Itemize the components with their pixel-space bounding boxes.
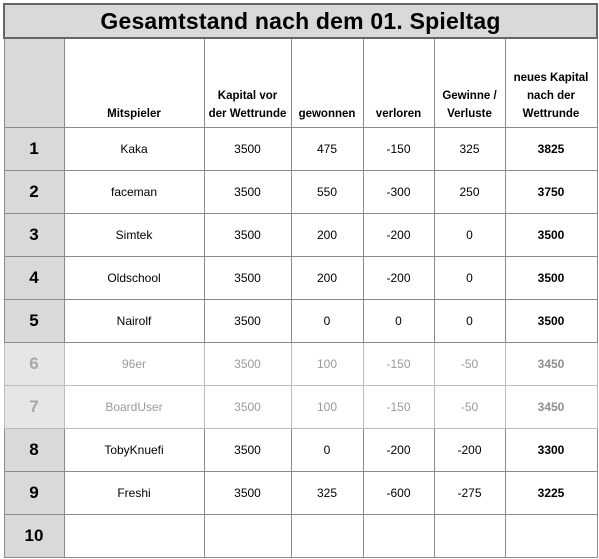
capital-after-cell: 3300 [505, 429, 597, 472]
capital-after-cell: 3225 [505, 472, 597, 515]
rank-cell: 1 [4, 128, 64, 171]
player-header: Mitspieler [64, 38, 204, 128]
rank-cell: 3 [4, 214, 64, 257]
lost-cell: -200 [363, 429, 434, 472]
capital-after-header [505, 38, 597, 128]
won-cell: 200 [291, 214, 363, 257]
table-title: Gesamtstand nach dem 01. Spieltag [4, 4, 597, 38]
standings-table [3, 3, 598, 558]
rank-cell: 5 [4, 300, 64, 343]
rank-cell: 10 [4, 515, 64, 558]
table-row [4, 214, 597, 257]
lost-cell: -200 [363, 214, 434, 257]
rank-header [4, 38, 64, 128]
won-cell: 0 [291, 300, 363, 343]
player-cell: Simtek [64, 214, 204, 257]
gains-cell: -50 [434, 343, 505, 386]
rank-cell: 2 [4, 171, 64, 214]
gains-cell: -200 [434, 429, 505, 472]
gains-cell: 325 [434, 128, 505, 171]
lost-cell: -150 [363, 128, 434, 171]
gains-cell: 0 [434, 300, 505, 343]
capital-after-cell: 3500 [505, 214, 597, 257]
player-cell: 96er [64, 343, 204, 386]
player-cell: Kaka [64, 128, 204, 171]
table-row [4, 386, 597, 429]
capital-before-header-line2: der Wettrunde [208, 108, 287, 120]
capital-after-cell [505, 515, 597, 558]
gains-header [434, 38, 505, 128]
capital-after-cell: 3825 [505, 128, 597, 171]
gains-cell: 250 [434, 171, 505, 214]
capital-after-cell: 3750 [505, 171, 597, 214]
lost-cell: -200 [363, 257, 434, 300]
gains-header-line2: Verluste [447, 108, 492, 120]
won-cell: 0 [291, 429, 363, 472]
lost-header: verloren [363, 38, 434, 128]
player-cell: Nairolf [64, 300, 204, 343]
capital-before-cell: 3500 [204, 128, 291, 171]
capital-before-header-line1: Kapital vor [217, 90, 278, 102]
gains-cell: 0 [434, 214, 505, 257]
capital-before-cell: 3500 [204, 343, 291, 386]
header-row [4, 38, 597, 128]
capital-after-cell: 3500 [505, 300, 597, 343]
title-row [4, 4, 597, 38]
capital-before-cell: 3500 [204, 429, 291, 472]
gains-cell: -50 [434, 386, 505, 429]
gains-cell: 0 [434, 257, 505, 300]
capital-after-header-line3: Wettrunde [522, 108, 580, 120]
player-cell: Freshi [64, 472, 204, 515]
lost-cell: -300 [363, 171, 434, 214]
won-cell: 100 [291, 343, 363, 386]
capital-before-cell: 3500 [204, 214, 291, 257]
player-cell [64, 515, 204, 558]
capital-before-cell [204, 515, 291, 558]
lost-cell [363, 515, 434, 558]
rank-cell: 6 [4, 343, 64, 386]
capital-before-cell: 3500 [204, 300, 291, 343]
gains-header-line1: Gewinne / [442, 90, 497, 102]
table-row [4, 128, 597, 171]
rank-cell: 4 [4, 257, 64, 300]
table-row [4, 343, 597, 386]
player-cell: BoardUser [64, 386, 204, 429]
capital-before-cell: 3500 [204, 472, 291, 515]
table-row [4, 515, 597, 558]
capital-after-cell: 3450 [505, 386, 597, 429]
won-cell: 200 [291, 257, 363, 300]
lost-cell: 0 [363, 300, 434, 343]
table-row [4, 300, 597, 343]
lost-cell: -600 [363, 472, 434, 515]
capital-after-cell: 3450 [505, 343, 597, 386]
capital-after-cell: 3500 [505, 257, 597, 300]
lost-cell: -150 [363, 386, 434, 429]
won-cell [291, 515, 363, 558]
capital-before-cell: 3500 [204, 171, 291, 214]
gains-cell [434, 515, 505, 558]
won-header: gewonnen [291, 38, 363, 128]
capital-after-header-line2: nach der [527, 90, 575, 102]
won-cell: 100 [291, 386, 363, 429]
won-cell: 550 [291, 171, 363, 214]
won-cell: 475 [291, 128, 363, 171]
rank-cell: 8 [4, 429, 64, 472]
capital-before-cell: 3500 [204, 386, 291, 429]
table-row [4, 429, 597, 472]
table-row [4, 472, 597, 515]
capital-after-header-line1: neues Kapital [513, 72, 589, 84]
lost-cell: -150 [363, 343, 434, 386]
rank-cell: 7 [4, 386, 64, 429]
rank-cell: 9 [4, 472, 64, 515]
gains-cell: -275 [434, 472, 505, 515]
table-row [4, 257, 597, 300]
player-cell: Oldschool [64, 257, 204, 300]
player-cell: faceman [64, 171, 204, 214]
table-row [4, 171, 597, 214]
player-cell: TobyKnuefi [64, 429, 204, 472]
won-cell: 325 [291, 472, 363, 515]
capital-before-cell: 3500 [204, 257, 291, 300]
capital-before-header [204, 38, 291, 128]
